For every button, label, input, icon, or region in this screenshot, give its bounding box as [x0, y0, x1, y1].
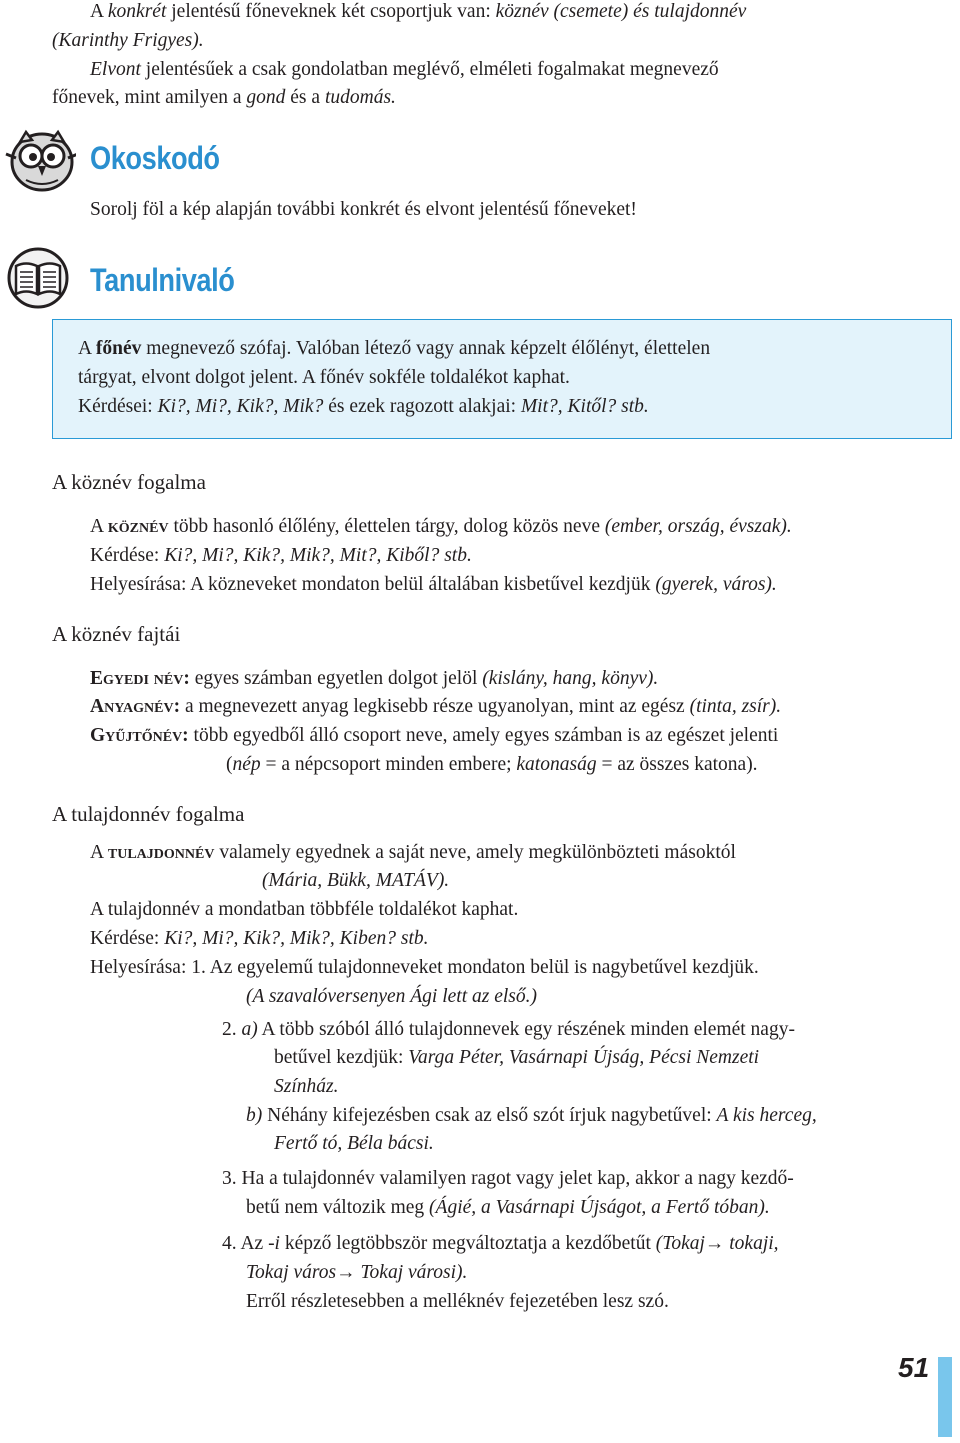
helyesiras-4-line-3: Erről részletesebben a melléknév fejezetében lesz szó.	[246, 1291, 669, 1312]
tanulnivalo-title: Tanulnivaló	[90, 262, 235, 298]
koznev-line-1: A köznév több hasonló élőlény, élettelen tárgy, dolog közös neve (ember, ország, évszak).	[90, 516, 792, 537]
fajtai-line-4: (nép = a népcsoport minden embere; katonaság = az összes katona).	[226, 754, 758, 775]
intro-line-4: főnevek, mint amilyen a gond és a tudomás.	[52, 87, 396, 108]
intro-line-2: (Karinthy Frigyes).	[52, 30, 204, 51]
okoskodo-text: Sorolj föl a kép alapján további konkrét és elvont jelentésű főneveket!	[90, 199, 637, 220]
fajtai-line-1: Egyedi név: egyes számban egyetlen dolgot jelöl (kislány, hang, könyv).	[90, 668, 659, 689]
arrow-right-icon: →	[336, 1262, 356, 1283]
page-number: 51	[898, 1352, 930, 1383]
helyesiras-2a-line-3: Színház.	[274, 1076, 339, 1097]
heading-tulajdonnev-fogalma: A tulajdonnév fogalma	[52, 802, 245, 826]
owl-icon	[4, 128, 76, 192]
helyesiras-1: Helyesírása: 1. Az egyelemű tulajdonneveket mondaton belül is nagybetűvel kezdjük.	[90, 957, 759, 978]
helyesiras-4: 4. Az -i képző legtöbbször megváltoztatja a kezdőbetűt (Tokaj→ tokaji,	[222, 1233, 779, 1254]
tanulnivalo-line-2: tárgyat, elvont dolgot jelent. A főnév sokféle toldalékot kaphat.	[78, 367, 570, 388]
okoskodo-title: Okoskodó	[90, 140, 220, 176]
tanulnivalo-line-1: A főnév megnevező szófaj. Valóban létező vagy annak képzelt élőlényt, élettelen	[78, 338, 711, 359]
heading-koznev-fogalma: A köznév fogalma	[52, 470, 206, 494]
koznev-line-2: Kérdése: Ki?, Mi?, Kik?, Mik?, Mit?, Kiből? stb.	[90, 545, 472, 566]
tulajdonnev-line-3: A tulajdonnév a mondatban többféle toldalékot kaphat.	[90, 899, 519, 920]
helyesiras-2a: 2. a) A több szóból álló tulajdonnevek egy részének minden elemét nagy-	[222, 1019, 795, 1040]
intro-line-3: Elvont jelentésűek a csak gondolatban meglévő, elméleti fogalmakat megnevező	[90, 59, 719, 80]
helyesiras-4-line-2: Tokaj város→ Tokaj városi).	[246, 1262, 468, 1283]
helyesiras-2b: b) Néhány kifejezésben csak az első szót írjuk nagybetűvel: A kis herceg,	[246, 1105, 817, 1126]
koznev-line-3: Helyesírása: A közneveket mondaton belül általában kisbetűvel kezdjük (gyerek, város).	[90, 574, 777, 595]
tulajdonnev-line-4: Kérdése: Ki?, Mi?, Kik?, Mik?, Kiben? stb.	[90, 928, 429, 949]
helyesiras-2a-line-2: betűvel kezdjük: Varga Péter, Vasárnapi Újság, Pécsi Nemzeti	[274, 1047, 760, 1068]
helyesiras-1-example: (A szavalóversenyen Ági lett az első.)	[246, 986, 537, 1007]
tulajdonnev-line-2: (Mária, Bükk, MATÁV).	[262, 870, 450, 891]
helyesiras-3: 3. Ha a tulajdonnév valamilyen ragot vagy jelet kap, akkor a nagy kezdő-	[222, 1168, 794, 1189]
fajtai-line-3: Gyűjtőnév: több egyedből álló csoport neve, amely egyes számban is az egészet jelenti	[90, 725, 779, 746]
helyesiras-3-line-2: betű nem változik meg (Ágié, a Vasárnapi Újságot, a Fertő tóban).	[246, 1197, 770, 1218]
page-edge-bar	[938, 1357, 952, 1437]
tanulnivalo-line-3: Kérdései: Ki?, Mi?, Kik?, Mik? és ezek ragozott alakjai: Mit?, Kitől? stb.	[78, 396, 649, 417]
intro-line-1: A konkrét jelentésű főneveknek két csoportjuk van: köznév (csemete) és tulajdonnév	[90, 1, 747, 22]
book-icon	[6, 246, 70, 310]
fajtai-line-2: Anyagnév: a megnevezett anyag legkisebb része ugyanolyan, mint az egész (tinta, zsír).	[90, 696, 782, 717]
heading-koznev-fajtai: A köznév fajtái	[52, 622, 181, 646]
helyesiras-2b-line-2: Fertő tó, Béla bácsi.	[274, 1133, 434, 1154]
tulajdonnev-line-1: A tulajdonnév valamely egyednek a saját neve, amely megkülönbözteti másoktól	[90, 842, 736, 863]
arrow-right-icon: →	[704, 1233, 725, 1254]
